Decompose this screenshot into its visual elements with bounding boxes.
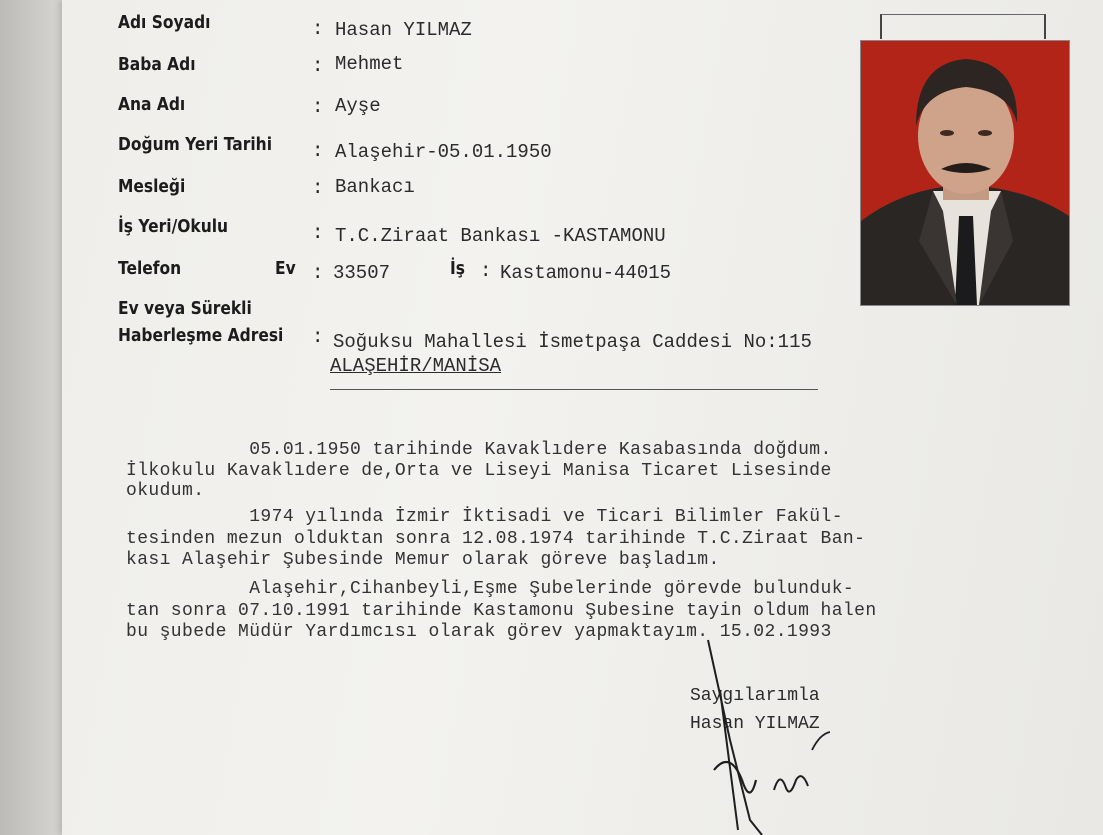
colon: : <box>312 140 324 162</box>
photo-frame-mark <box>880 14 1046 39</box>
signature <box>690 630 830 835</box>
closing-name: Hasan YILMAZ <box>690 714 820 734</box>
father-name-label: Baba Adı <box>118 54 196 75</box>
profession-label: Mesleği <box>118 176 186 197</box>
bio-line: tesinden mezun olduktan sonra 12.08.1974 tarihinde T.C.Ziraat Ban- <box>126 529 866 549</box>
phone-label: Telefon <box>118 258 182 279</box>
birth-place-date-label: Doğum Yeri Tarihi <box>118 134 273 155</box>
colon: : <box>312 177 324 199</box>
name-label: Adı Soyadı <box>118 12 211 33</box>
bio-line: İlkokulu Kavaklıdere de,Orta ve Liseyi Manisa Ticaret Lisesinde <box>126 461 832 481</box>
colon: : <box>312 96 324 118</box>
closing-salutation: Saygılarımla <box>690 686 820 706</box>
colon: : <box>312 222 324 244</box>
father-name-value: Mehmet <box>335 53 404 75</box>
phone-home-value: 33507 <box>333 262 391 284</box>
workplace-value: T.C.Ziraat Bankası -KASTAMONU <box>335 225 666 247</box>
address-line2: ALAŞEHİR/MANİSA <box>330 355 502 377</box>
name-value: Hasan YILMAZ <box>335 19 472 41</box>
mother-name-label: Ana Adı <box>118 94 186 115</box>
phone-work-label: İş <box>450 258 465 279</box>
portrait-photo <box>860 40 1070 306</box>
bio-line: Alaşehir,Cihanbeyli,Eşme Şubelerinde görevde bulunduk- <box>126 579 855 599</box>
workplace-label: İş Yeri/Okulu <box>118 216 229 237</box>
bio-line: 05.01.1950 tarihinde Kavaklıdere Kasabasında doğdum. <box>126 440 832 460</box>
bio-line: tan sonra 07.10.1991 tarihinde Kastamonu Şubesine tayin oldum halen <box>126 601 877 621</box>
divider-line <box>330 389 818 390</box>
bio-line: kası Alaşehir Şubesinde Memur olarak göreve başladım. <box>126 550 720 570</box>
phone-home-label: Ev <box>275 258 296 279</box>
colon: : <box>312 326 324 348</box>
phone-work-value: Kastamonu-44015 <box>500 262 672 284</box>
birth-place-date-value: Alaşehir-05.01.1950 <box>335 141 552 163</box>
address-label-line1: Ev veya Sürekli <box>118 298 252 319</box>
profession-value: Bankacı <box>335 176 415 198</box>
colon: : <box>312 18 324 40</box>
background-edge <box>0 0 62 835</box>
colon: : <box>312 55 324 77</box>
mother-name-value: Ayşe <box>335 95 381 117</box>
address-line1: Soğuksu Mahallesi İsmetpaşa Caddesi No:115 <box>333 331 812 353</box>
colon: : <box>312 262 324 284</box>
bio-line: okudum. <box>126 481 205 501</box>
bio-line: 1974 yılında İzmir İktisadi ve Ticari Bilimler Fakül- <box>126 507 843 527</box>
address-label-line2: Haberleşme Adresi <box>118 325 284 346</box>
bio-line: bu şubede Müdür Yardımcısı olarak görev yapmaktayım. 15.02.1993 <box>126 622 832 642</box>
colon: : <box>480 260 492 282</box>
